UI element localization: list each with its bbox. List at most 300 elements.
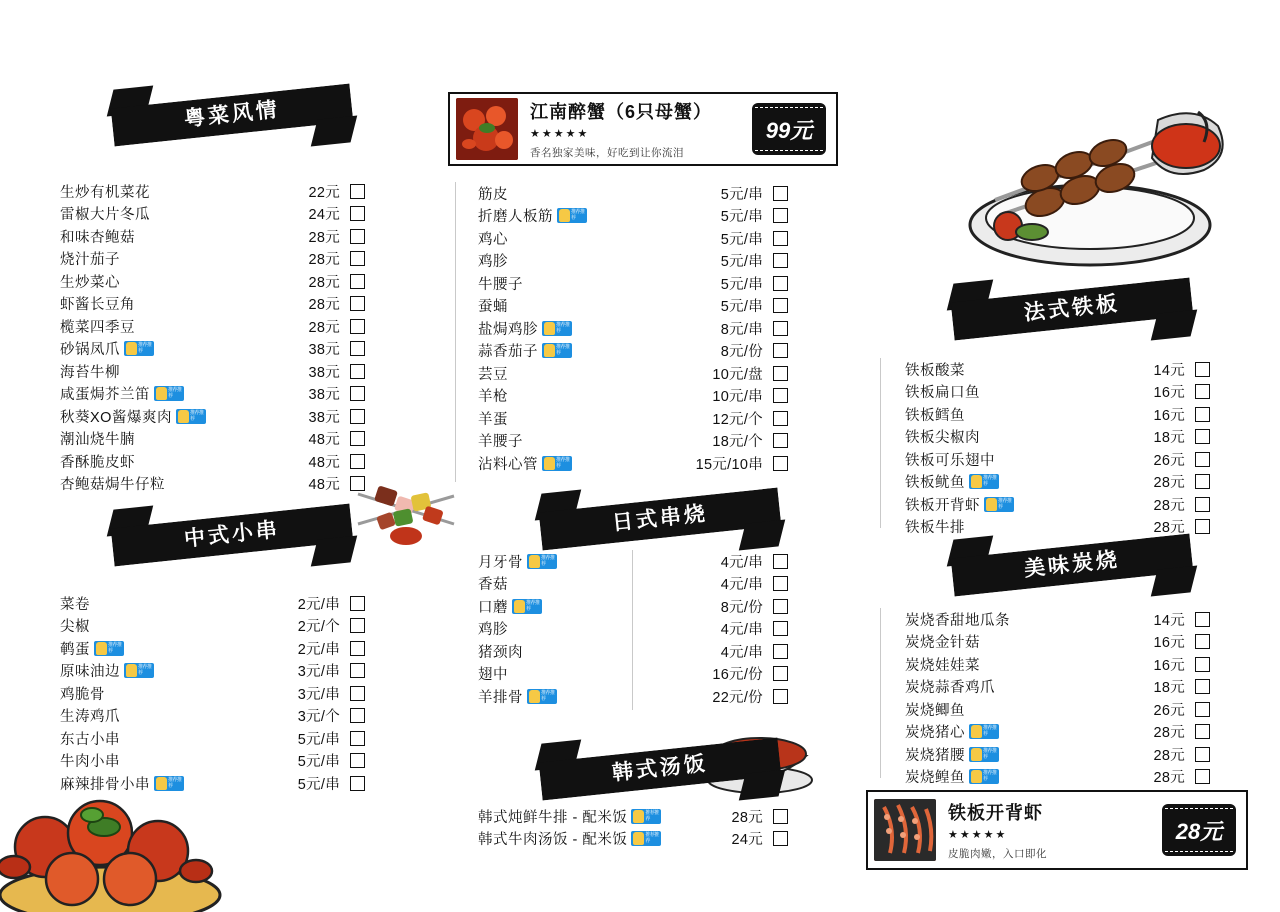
order-checkbox[interactable] xyxy=(773,276,788,291)
menu-item-name: 杏鲍菇焗牛仔粒 xyxy=(60,477,165,494)
menu-item-price: 22元/份 xyxy=(712,689,763,706)
menu-item-name: 筋皮 xyxy=(478,186,508,203)
shrimp-photo xyxy=(874,799,936,861)
menu-item-row xyxy=(905,676,1210,699)
order-checkbox[interactable] xyxy=(773,186,788,201)
menu-item-price: 16元 xyxy=(1153,657,1185,674)
feature-card-crab xyxy=(448,92,838,166)
order-checkbox[interactable] xyxy=(773,831,788,846)
menu-item-name: 东古小串 xyxy=(60,731,120,748)
order-checkbox[interactable] xyxy=(350,386,365,401)
menu-item-name: 铁板酸菜 xyxy=(905,362,965,379)
order-checkbox[interactable] xyxy=(350,229,365,244)
menu-list-yuecai xyxy=(60,180,365,495)
kebab-platter-decoration xyxy=(940,50,1240,280)
order-checkbox[interactable] xyxy=(350,708,365,723)
menu-item-row xyxy=(60,473,365,496)
menu-item-price: 3元/个 xyxy=(297,709,340,726)
menu-item-price: 5元/串 xyxy=(720,231,763,248)
menu-item-price: 4元/串 xyxy=(720,554,763,571)
order-checkbox[interactable] xyxy=(773,411,788,426)
menu-item-row xyxy=(478,407,788,430)
order-checkbox[interactable] xyxy=(350,663,365,678)
column-divider-left xyxy=(455,182,456,482)
order-checkbox[interactable] xyxy=(350,251,365,266)
order-checkbox[interactable] xyxy=(350,409,365,424)
order-checkbox[interactable] xyxy=(350,206,365,221)
menu-item-name: 鸡胗 xyxy=(478,622,508,639)
menu-item-name: 口蘑 xyxy=(478,599,508,616)
menu-item-row xyxy=(478,618,788,641)
menu-item-name: 铁板扁口鱼 xyxy=(905,385,980,402)
menu-item-row xyxy=(905,721,1210,744)
recommended-thumbsup-icon xyxy=(542,456,572,471)
menu-item-row xyxy=(60,660,365,683)
recommended-thumbsup-icon xyxy=(542,343,572,358)
menu-item-row xyxy=(60,615,365,638)
section-heading-fashi xyxy=(952,282,1192,336)
section-heading-zhongchuan xyxy=(112,508,352,562)
menu-item-name: 原味油边 xyxy=(60,664,120,681)
menu-item-name: 榄菜四季豆 xyxy=(60,319,135,336)
order-checkbox[interactable] xyxy=(773,208,788,223)
order-checkbox[interactable] xyxy=(350,731,365,746)
menu-item-row xyxy=(905,471,1210,494)
order-checkbox[interactable] xyxy=(773,599,788,614)
section-title-fashi: 法式铁板 xyxy=(1023,292,1121,325)
menu-item-row xyxy=(60,293,365,316)
order-checkbox[interactable] xyxy=(773,689,788,704)
menu-item-row xyxy=(478,250,788,273)
menu-item-row xyxy=(478,663,788,686)
menu-item-name: 虾酱长豆角 xyxy=(60,297,135,314)
menu-item-price: 26元 xyxy=(1153,702,1185,719)
menu-item-name: 生炒有机菜花 xyxy=(60,184,150,201)
order-checkbox[interactable] xyxy=(350,296,365,311)
order-checkbox[interactable] xyxy=(773,644,788,659)
menu-item-price: 24元 xyxy=(731,832,763,849)
column-divider-right-2 xyxy=(880,608,881,778)
menu-item-price: 4元/串 xyxy=(720,577,763,594)
menu-item-name: 韩式牛肉汤饭 - 配米饭 xyxy=(478,832,628,849)
menu-item-price: 18元 xyxy=(1153,430,1185,447)
menu-item-row xyxy=(478,272,788,295)
menu-item-row xyxy=(60,270,365,293)
menu-item-name: 炭烧香甜地瓜条 xyxy=(905,612,1010,629)
shrimp-description: 皮脆肉嫩，入口即化 xyxy=(948,848,1047,860)
recommended-thumbsup-icon xyxy=(557,208,587,223)
menu-item-row xyxy=(60,203,365,226)
section-heading-tanshao xyxy=(952,538,1192,592)
menu-item-name: 潮汕烧牛腩 xyxy=(60,432,135,449)
menu-item-price: 38元 xyxy=(308,364,340,381)
menu-item-name: 铁板可乐翅中 xyxy=(905,452,995,469)
menu-item-price: 5元/串 xyxy=(720,209,763,226)
recommended-thumbsup-icon xyxy=(154,386,184,401)
menu-item-row xyxy=(60,248,365,271)
order-checkbox[interactable] xyxy=(350,319,365,334)
column-divider-right xyxy=(880,358,881,528)
menu-item-price: 28元 xyxy=(308,297,340,314)
skewer-decoration xyxy=(350,480,470,560)
menu-item-name: 鸡胗 xyxy=(478,254,508,271)
menu-list-fashi xyxy=(905,358,1210,538)
menu-item-name: 烧汁茄子 xyxy=(60,252,120,269)
order-checkbox[interactable] xyxy=(773,388,788,403)
order-checkbox[interactable] xyxy=(350,686,365,701)
menu-item-price: 5元/串 xyxy=(297,776,340,793)
order-checkbox[interactable] xyxy=(350,753,365,768)
menu-list-zhongchuan xyxy=(60,592,365,795)
order-checkbox[interactable] xyxy=(1195,519,1210,534)
menu-item-price: 28元 xyxy=(1153,747,1185,764)
menu-item-price: 18元/个 xyxy=(712,434,763,451)
order-checkbox[interactable] xyxy=(1195,452,1210,467)
menu-item-name: 猪颈肉 xyxy=(478,644,523,661)
menu-item-row xyxy=(478,640,788,663)
menu-item-price: 48元 xyxy=(308,454,340,471)
recommended-thumbsup-icon xyxy=(176,409,206,424)
column-divider-mid xyxy=(632,550,633,710)
menu-item-row xyxy=(478,227,788,250)
menu-item-name: 沾料心管 xyxy=(478,456,538,473)
menu-item-name: 翅中 xyxy=(478,667,508,684)
order-checkbox[interactable] xyxy=(773,809,788,824)
section-title-hanshi: 韩式汤饭 xyxy=(611,752,709,785)
menu-item-name: 炭烧鲫鱼 xyxy=(905,702,965,719)
menu-item-row xyxy=(60,338,365,361)
menu-item-price: 10元/盘 xyxy=(712,366,763,383)
menu-item-price: 18元 xyxy=(1153,680,1185,697)
menu-item-row xyxy=(905,448,1210,471)
menu-item-row xyxy=(905,608,1210,631)
menu-item-price: 28元 xyxy=(1153,520,1185,537)
menu-item-row xyxy=(60,727,365,750)
order-checkbox[interactable] xyxy=(773,576,788,591)
menu-item-row xyxy=(478,452,788,475)
menu-item-price: 5元/串 xyxy=(297,754,340,771)
menu-list-tanshao xyxy=(905,608,1210,788)
menu-item-row xyxy=(478,685,788,708)
menu-item-name: 炭烧娃娃菜 xyxy=(905,657,980,674)
order-checkbox[interactable] xyxy=(1195,407,1210,422)
menu-item-price: 5元/串 xyxy=(720,254,763,271)
menu-item-row xyxy=(905,743,1210,766)
recommended-thumbsup-icon xyxy=(969,474,999,489)
menu-item-name: 牛肉小串 xyxy=(60,754,120,771)
section-title-yuecai: 粤菜风情 xyxy=(183,98,281,131)
order-checkbox[interactable] xyxy=(1195,724,1210,739)
order-checkbox[interactable] xyxy=(773,433,788,448)
menu-item-price: 24元 xyxy=(308,207,340,224)
menu-item-name: 菜卷 xyxy=(60,596,90,613)
order-checkbox[interactable] xyxy=(1195,497,1210,512)
order-checkbox[interactable] xyxy=(1195,769,1210,784)
menu-item-name: 鸡心 xyxy=(478,231,508,248)
menu-item-price: 4元/串 xyxy=(720,622,763,639)
menu-item-row xyxy=(478,828,788,851)
menu-list-hanshi xyxy=(478,805,788,850)
menu-item-name: 折磨人板筋 xyxy=(478,209,553,226)
menu-item-price: 48元 xyxy=(308,432,340,449)
menu-item-name: 月牙骨 xyxy=(478,554,523,571)
menu-item-row xyxy=(60,450,365,473)
menu-item-name: 羊腰子 xyxy=(478,434,523,451)
menu-item-row xyxy=(478,182,788,205)
order-checkbox[interactable] xyxy=(773,253,788,268)
section-heading-rishi xyxy=(540,492,780,546)
menu-item-row xyxy=(905,426,1210,449)
order-checkbox[interactable] xyxy=(350,454,365,469)
menu-item-row xyxy=(60,705,365,728)
recommended-thumbsup-icon xyxy=(512,599,542,614)
shrimp-photo-art xyxy=(874,799,936,861)
section-title-tanshao: 美味炭烧 xyxy=(1023,548,1121,581)
menu-item-name: 和味杏鲍菇 xyxy=(60,229,135,246)
menu-item-price: 2元/串 xyxy=(297,641,340,658)
menu-item-row xyxy=(905,516,1210,539)
menu-item-row xyxy=(60,750,365,773)
order-checkbox[interactable] xyxy=(1195,384,1210,399)
order-checkbox[interactable] xyxy=(350,596,365,611)
menu-item-row xyxy=(60,360,365,383)
menu-item-name: 鸡脆骨 xyxy=(60,686,105,703)
order-checkbox[interactable] xyxy=(1195,702,1210,717)
menu-item-name: 炭烧金针菇 xyxy=(905,635,980,652)
menu-item-name: 蚕蛹 xyxy=(478,299,508,316)
menu-item-row xyxy=(905,493,1210,516)
order-checkbox[interactable] xyxy=(350,641,365,656)
menu-item-price: 8元/份 xyxy=(720,344,763,361)
menu-item-row xyxy=(478,573,788,596)
menu-item-name: 铁板开背虾 xyxy=(905,497,980,514)
menu-item-row xyxy=(905,698,1210,721)
menu-item-name: 麻辣排骨小串 xyxy=(60,776,150,793)
menu-item-price: 14元 xyxy=(1153,362,1185,379)
menu-item-row xyxy=(60,592,365,615)
order-checkbox[interactable] xyxy=(1195,474,1210,489)
menu-item-name: 炭烧鳇鱼 xyxy=(905,770,965,787)
menu-item-row xyxy=(478,385,788,408)
menu-item-price: 28元 xyxy=(1153,725,1185,742)
recommended-thumbsup-icon xyxy=(984,497,1014,512)
section-title-zhongchuan: 中式小串 xyxy=(183,518,281,551)
menu-item-name: 炭烧猪心 xyxy=(905,725,965,742)
order-checkbox[interactable] xyxy=(1195,657,1210,672)
menu-item-price: 28元 xyxy=(308,229,340,246)
menu-item-name: 生涛鸡爪 xyxy=(60,709,120,726)
menu-item-row xyxy=(60,428,365,451)
menu-item-price: 5元/串 xyxy=(720,299,763,316)
recommended-thumbsup-icon xyxy=(969,747,999,762)
order-checkbox[interactable] xyxy=(1195,612,1210,627)
menu-item-price: 28元 xyxy=(308,274,340,291)
menu-item-row xyxy=(60,180,365,203)
menu-item-name: 铁板鳕鱼 xyxy=(905,407,965,424)
menu-item-price: 10元/串 xyxy=(712,389,763,406)
menu-item-price: 16元 xyxy=(1153,407,1185,424)
order-checkbox[interactable] xyxy=(773,666,788,681)
crab-title: 江南醉蟹（6只母蟹） xyxy=(530,102,713,122)
menu-item-row xyxy=(905,766,1210,789)
menu-item-row xyxy=(478,205,788,228)
menu-item-price: 4元/串 xyxy=(720,644,763,661)
order-checkbox[interactable] xyxy=(1195,634,1210,649)
recommended-thumbsup-icon xyxy=(542,321,572,336)
menu-item-row xyxy=(478,430,788,453)
crab-info xyxy=(518,98,752,160)
menu-item-name: 蒜香茄子 xyxy=(478,344,538,361)
recommended-thumbsup-icon xyxy=(124,341,154,356)
crab-price-tag: 99元 xyxy=(752,103,826,155)
menu-item-row xyxy=(60,315,365,338)
menu-item-row xyxy=(478,362,788,385)
order-checkbox[interactable] xyxy=(1195,362,1210,377)
crab-description: 香名独家美味，好吃到让你流泪 xyxy=(530,147,684,159)
menu-item-row xyxy=(905,403,1210,426)
feature-card-shrimp xyxy=(866,790,1248,870)
crab-dish-decoration xyxy=(0,775,230,912)
menu-item-row xyxy=(478,317,788,340)
menu-item-price: 5元/串 xyxy=(297,731,340,748)
menu-item-name: 生炒菜心 xyxy=(60,274,120,291)
section-heading-yuecai xyxy=(112,88,352,142)
order-checkbox[interactable] xyxy=(1195,429,1210,444)
menu-item-row xyxy=(60,637,365,660)
section-heading-hanshi xyxy=(540,742,780,796)
order-checkbox[interactable] xyxy=(350,618,365,633)
menu-item-row xyxy=(905,631,1210,654)
order-checkbox[interactable] xyxy=(773,321,788,336)
menu-item-price: 14元 xyxy=(1153,612,1185,629)
menu-item-price: 16元 xyxy=(1153,385,1185,402)
menu-item-row xyxy=(60,383,365,406)
menu-item-row xyxy=(905,381,1210,404)
order-checkbox[interactable] xyxy=(773,621,788,636)
recommended-thumbsup-icon xyxy=(969,724,999,739)
order-checkbox[interactable] xyxy=(773,554,788,569)
menu-item-row xyxy=(478,595,788,618)
menu-item-price: 3元/串 xyxy=(297,686,340,703)
order-checkbox[interactable] xyxy=(773,298,788,313)
order-checkbox[interactable] xyxy=(350,274,365,289)
menu-item-name: 雷椒大片冬瓜 xyxy=(60,207,150,224)
menu-item-name: 秋葵XO酱爆爽肉 xyxy=(60,409,172,426)
menu-item-price: 28元 xyxy=(731,809,763,826)
recommended-thumbsup-icon xyxy=(94,641,124,656)
menu-item-name: 咸蛋焗芥兰笛 xyxy=(60,387,150,404)
menu-item-name: 海苔牛柳 xyxy=(60,364,120,381)
menu-item-row xyxy=(60,682,365,705)
menu-item-name: 鹌蛋 xyxy=(60,641,90,658)
order-checkbox[interactable] xyxy=(350,341,365,356)
recommended-thumbsup-icon xyxy=(124,663,154,678)
shrimp-price-tag: 28元 xyxy=(1162,804,1236,856)
crab-rating-stars: ★★★★★ xyxy=(530,128,590,140)
menu-item-price: 22元 xyxy=(308,184,340,201)
menu-item-price: 2元/个 xyxy=(297,619,340,636)
menu-item-price: 28元 xyxy=(1153,497,1185,514)
menu-item-name: 尖椒 xyxy=(60,619,90,636)
menu-item-price: 38元 xyxy=(308,342,340,359)
shrimp-rating-stars: ★★★★★ xyxy=(948,829,1008,841)
shrimp-info xyxy=(936,799,1162,861)
menu-item-name: 炭烧猪腰 xyxy=(905,747,965,764)
menu-item-name: 炭烧蒜香鸡爪 xyxy=(905,680,995,697)
menu-list-rishi xyxy=(478,550,788,708)
menu-item-name: 羊枪 xyxy=(478,389,508,406)
menu-item-price: 28元 xyxy=(308,252,340,269)
crab-photo xyxy=(456,98,518,160)
menu-item-name: 韩式炖鲜牛排 - 配米饭 xyxy=(478,809,628,826)
menu-item-price: 2元/串 xyxy=(297,596,340,613)
order-checkbox[interactable] xyxy=(350,364,365,379)
menu-item-name: 铁板尖椒肉 xyxy=(905,430,980,447)
menu-item-row xyxy=(478,805,788,828)
menu-item-row xyxy=(478,295,788,318)
menu-item-price: 8元/串 xyxy=(720,321,763,338)
menu-item-price: 16元/份 xyxy=(712,667,763,684)
crab-photo-art xyxy=(456,98,518,160)
menu-item-price: 5元/串 xyxy=(720,186,763,203)
menu-item-row xyxy=(905,653,1210,676)
menu-item-price: 48元 xyxy=(308,477,340,494)
menu-list-middle-top xyxy=(478,182,788,475)
menu-item-price: 16元 xyxy=(1153,635,1185,652)
menu-item-name: 羊排骨 xyxy=(478,689,523,706)
menu-item-price: 3元/串 xyxy=(297,664,340,681)
recommended-thumbsup-icon xyxy=(527,689,557,704)
menu-item-price: 38元 xyxy=(308,387,340,404)
order-checkbox[interactable] xyxy=(350,184,365,199)
menu-item-price: 38元 xyxy=(308,409,340,426)
order-checkbox[interactable] xyxy=(773,343,788,358)
recommended-thumbsup-icon xyxy=(631,831,661,846)
menu-item-price: 28元 xyxy=(1153,770,1185,787)
order-checkbox[interactable] xyxy=(773,231,788,246)
menu-item-row xyxy=(478,340,788,363)
menu-item-price: 26元 xyxy=(1153,452,1185,469)
order-checkbox[interactable] xyxy=(773,366,788,381)
order-checkbox[interactable] xyxy=(350,431,365,446)
menu-item-name: 芸豆 xyxy=(478,366,508,383)
recommended-thumbsup-icon xyxy=(631,809,661,824)
menu-item-name: 盐焗鸡胗 xyxy=(478,321,538,338)
menu-item-row xyxy=(905,358,1210,381)
section-title-rishi: 日式串烧 xyxy=(611,502,709,535)
menu-item-row xyxy=(478,550,788,573)
menu-item-name: 香菇 xyxy=(478,577,508,594)
menu-item-name: 砂锅凤爪 xyxy=(60,342,120,359)
order-checkbox[interactable] xyxy=(350,776,365,791)
order-checkbox[interactable] xyxy=(773,456,788,471)
menu-item-name: 牛腰子 xyxy=(478,276,523,293)
menu-item-price: 28元 xyxy=(1153,475,1185,492)
order-checkbox[interactable] xyxy=(1195,679,1210,694)
menu-item-name: 铁板牛排 xyxy=(905,520,965,537)
menu-item-name: 香酥脆皮虾 xyxy=(60,454,135,471)
menu-item-price: 8元/份 xyxy=(720,599,763,616)
menu-item-price: 5元/串 xyxy=(720,276,763,293)
shrimp-title: 铁板开背虾 xyxy=(948,803,1043,823)
recommended-thumbsup-icon xyxy=(527,554,557,569)
menu-item-row xyxy=(60,405,365,428)
order-checkbox[interactable] xyxy=(1195,747,1210,762)
menu-item-price: 12元/个 xyxy=(712,411,763,428)
menu-item-price: 28元 xyxy=(308,319,340,336)
menu-item-price: 15元/10串 xyxy=(695,456,763,473)
recommended-thumbsup-icon xyxy=(969,769,999,784)
